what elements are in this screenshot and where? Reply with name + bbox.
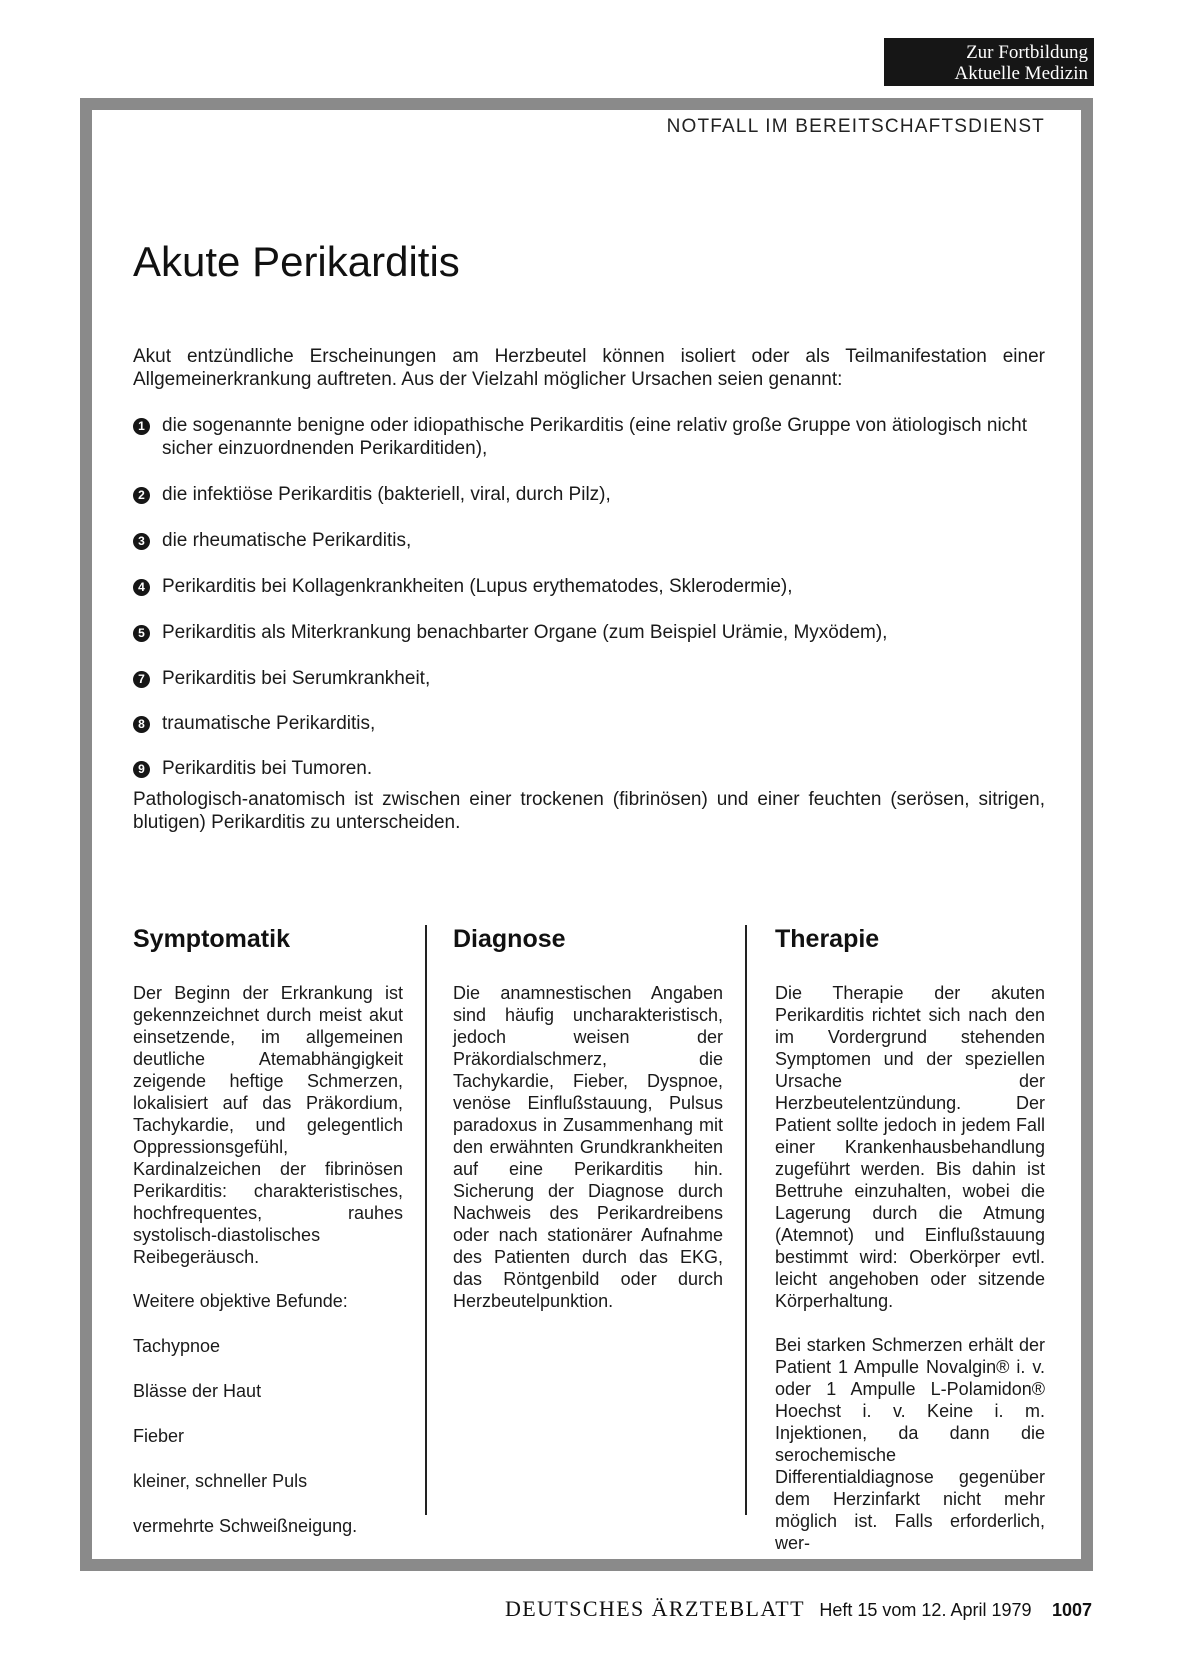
- number-badge: 5: [133, 625, 150, 642]
- list-item-text: traumatische Perikarditis,: [162, 713, 376, 734]
- list-item-text: Perikarditis bei Kollagenkrankheiten (Lupus erythematodes, Sklerodermie),: [162, 576, 793, 597]
- therapie-paragraph: Bei starken Schmerzen erhält der Patient 1 Ampulle Novalgin® i. v. oder 1 Ampulle L-Polamidon® Hoechst i. v. Keine i. m. Injektionen, da dann die serochemische Differentialdiagnose gegenüber dem Herzinfarkt nicht mehr möglich ist. Falls erforderlich, wer-: [775, 1335, 1045, 1553]
- list-item-text: die sogenannte benigne oder idiopathische Perikarditis (eine relativ große Gruppe von ätiologisch nicht sicher einzuordnenden Perikarditiden),: [162, 415, 1028, 459]
- therapie-paragraph: Die Therapie der akuten Perikarditis richtet sich nach den im Vordergrund stehenden Symptomen und der speziellen Ursache der Herzbeutelentzündung. Der Patient sollte jedoch in jedem Fall einer Krankenhausbehandlung zugeführt werden. Bis dahin ist Bettruhe einzuhalten, wobei die Lagerung durch die Atmung (Atemnot) und Einflußstauung bestimmt wird: Oberkörper evtl. leicht angehoben oder sitzende Körperhaltung.: [775, 983, 1045, 1311]
- number-badge: 9: [133, 761, 150, 778]
- number-badge: 3: [133, 533, 150, 550]
- column-divider: [745, 925, 747, 1515]
- issue-info: Heft 15 vom 12. April 1979: [819, 1600, 1032, 1620]
- list-item-text: die infektiöse Perikarditis (bakteriell, viral, durch Pilz),: [162, 484, 611, 505]
- journal-name: DEUTSCHES ÄRZTEBLATT: [504, 1596, 805, 1621]
- therapie-body: [775, 982, 1045, 1554]
- section-tag-line1: Zur Fortbildung: [966, 42, 1088, 63]
- list-item-text: Perikarditis als Miterkrankung benachbarter Organe (zum Beispiel Urämie, Myxödem),: [162, 622, 888, 643]
- intro-paragraph: Akut entzündliche Erscheinungen am Herzbeutel können isoliert oder als Teilmanifestation einer Allgemeinerkrankung auftreten. Aus der Vielzahl möglicher Ursachen seien genannt:: [133, 346, 1045, 390]
- page-footer: [455, 1596, 1092, 1622]
- number-badge: 7: [133, 671, 150, 688]
- number-badge: 2: [133, 487, 150, 504]
- page-number: 1007: [1051, 1600, 1092, 1620]
- article-title: Akute Perikarditis: [133, 238, 460, 285]
- section-label: NOTFALL IM BEREITSCHAFTSDIENST: [666, 116, 1045, 137]
- section-tag: [884, 38, 1094, 86]
- symptomatik-column: [133, 925, 403, 1560]
- symptomatik-heading: Symptomatik: [133, 925, 290, 953]
- diagnose-heading: Diagnose: [453, 925, 566, 953]
- list-item-text: Perikarditis bei Serumkrankheit,: [162, 668, 431, 689]
- number-badge: 4: [133, 579, 150, 596]
- diagnose-column: [453, 925, 723, 1334]
- finding-item: Blässe der Haut: [133, 1381, 262, 1401]
- pathology-paragraph: Pathologisch-anatomisch ist zwischen einer trockenen (fibrinösen) und einer feuchten (serösen, sitrigen, blutigen) Perikarditis zu unterscheiden.: [133, 789, 1045, 833]
- diagnose-paragraph: Die anamnestischen Angaben sind häufig uncharakteristisch, jedoch weisen der Präkordialschmerz, die Tachykardie, Fieber, Dyspnoe, venöse Einflußstauung, Pulsus paradoxus in Zusammenhang mit den erwähnten Grundkrankheiten auf eine Perikarditis hin. Sicherung der Diagnose durch Nachweis des Perikardreibens oder nach stationärer Aufnahme des Patienten durch das EKG, das Röntgenbild oder durch Herzbeutelpunktion.: [453, 983, 723, 1311]
- finding-item: kleiner, schneller Puls: [133, 1471, 308, 1491]
- list-item-text: Perikarditis bei Tumoren.: [162, 758, 373, 779]
- section-tag-line2: Aktuelle Medizin: [954, 63, 1088, 84]
- column-divider: [425, 925, 427, 1515]
- finding-item: Fieber: [133, 1426, 185, 1446]
- finding-item: vermehrte Schweißneigung.: [133, 1516, 358, 1536]
- symptomatik-paragraph: Der Beginn der Erkrankung ist gekennzeichnet durch meist akut einsetzende, im allgemeinen deutliche Atemabhängigkeit zeigende heftige Schmerzen, lokalisiert auf das Präkordium, Tachykardie, und gelegentlich Oppressionsgefühl, Kardinalzeichen der fibrinösen Perikarditis: charakteristisches, hochfrequentes, rauhes systolisch-diastolisches Reibegeräusch.: [133, 983, 403, 1267]
- diagnose-body: [453, 982, 723, 1312]
- therapie-heading: Therapie: [775, 925, 880, 953]
- symptomatik-body: [133, 982, 403, 1537]
- therapie-column: [775, 925, 1045, 1576]
- findings-label: Weitere objektive Befunde:: [133, 1291, 348, 1311]
- finding-item: Tachypnoe: [133, 1336, 221, 1356]
- number-badge: 1: [133, 418, 150, 435]
- number-badge: 8: [133, 716, 150, 733]
- list-item-text: die rheumatische Perikarditis,: [162, 530, 412, 551]
